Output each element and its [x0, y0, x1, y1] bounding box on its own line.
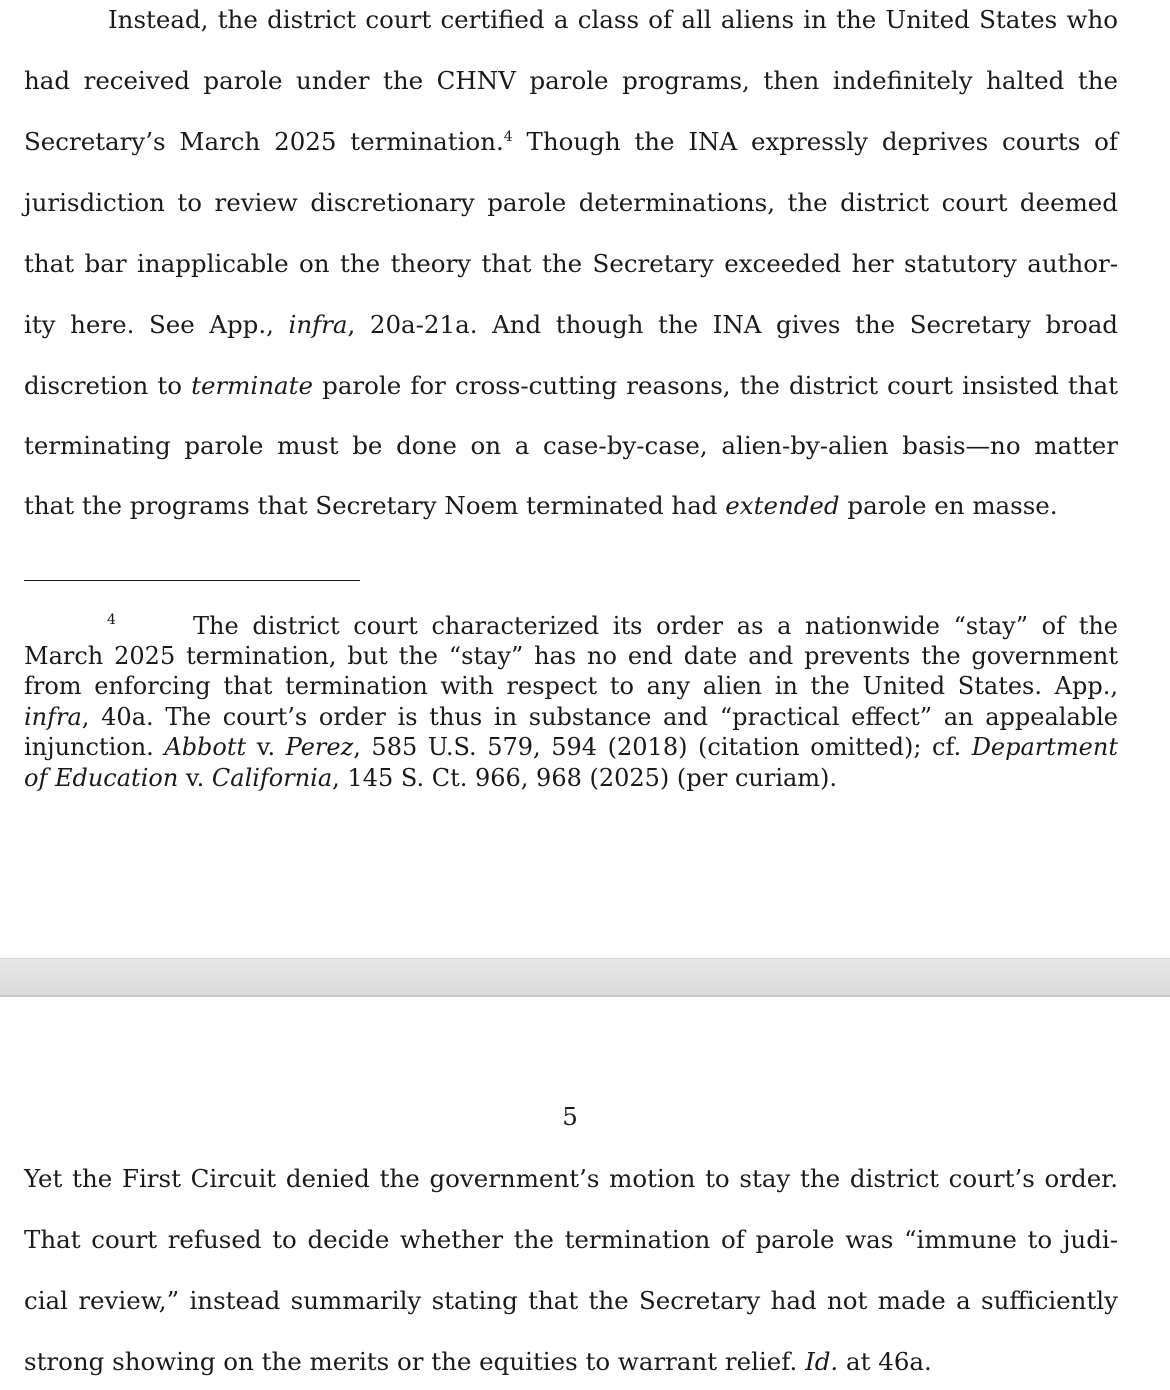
body-text-line: [24, 310, 1118, 340]
body-text-line: [24, 1164, 1118, 1194]
text-run: jurisdiction to review discretionary parole determinations, the district court deemed: [24, 188, 1118, 217]
text-run: , 585 U.S. 579, 594 (2018) (citation omitted); cf.: [353, 733, 972, 761]
footnote-text-line: [193, 611, 1118, 641]
text-run: from enforcing that termination with respect to any alien in the United States. App.,: [24, 672, 1118, 700]
text-run: , 145 S. Ct. 966, 968 (2025) (per curiam).: [332, 764, 838, 792]
italic-text-run: infra: [24, 703, 82, 731]
footnote-number: 4: [107, 612, 116, 628]
footnote-reference: 4: [503, 129, 513, 145]
body-text-line: [24, 431, 1118, 461]
footnote-text-line: [24, 641, 1118, 671]
document-page-bottom: [0, 997, 1170, 1390]
footnote-text-line: [24, 702, 1118, 732]
italic-text-run: Department: [971, 733, 1118, 761]
italic-text-run: Perez: [285, 733, 354, 761]
footnote-text-line: [24, 732, 1118, 762]
body-text-line: [24, 188, 1118, 218]
text-run: discretion to: [24, 371, 192, 400]
text-run: that the programs that Secretary Noem terminated had: [24, 491, 726, 520]
page-break-separator: [0, 958, 1170, 997]
footnote-text-line: [24, 763, 1118, 793]
body-text-line: [24, 1347, 1118, 1377]
text-run: cial review,” instead summarily stating that the Secretary had not made a sufficiently: [24, 1286, 1118, 1315]
footnote-divider: [24, 580, 360, 581]
body-text-line: [24, 1286, 1118, 1316]
body-text-line: [108, 5, 1118, 35]
body-text-line: [24, 66, 1118, 96]
text-run: parole for cross-cutting reasons, the district court insisted that: [312, 371, 1118, 400]
italic-text-run: Id.: [805, 1347, 839, 1376]
body-text-line: [24, 371, 1118, 401]
text-run: had received parole under the CHNV parole programs, then indefinitely halted the: [24, 66, 1118, 95]
text-run: The district court characterized its order as a nationwide “stay” of the: [193, 612, 1118, 640]
text-run: parole en masse.: [839, 491, 1058, 520]
text-run: , 40a. The court’s order is thus in substance and “practical effect” an appealable: [81, 703, 1118, 731]
text-run: , 20a-21a. And though the INA gives the Secretary broad: [347, 310, 1118, 339]
body-text-line: [24, 491, 1118, 521]
text-run: at 46a.: [838, 1347, 932, 1376]
italic-text-run: California: [211, 764, 333, 792]
text-run: v.: [246, 733, 286, 761]
body-text-line: [24, 127, 1118, 157]
text-run: Instead, the district court certified a class of all aliens in the United States who: [108, 5, 1118, 34]
italic-text-run: extended: [725, 491, 840, 520]
text-run: ity here. See App.,: [24, 310, 289, 339]
text-run: Secretary’s March 2025 termination.: [24, 127, 504, 156]
italic-text-run: Abbott: [164, 733, 247, 761]
text-run: March 2025 termination, but the “stay” has no end date and prevents the government: [24, 642, 1118, 670]
footnote-text-line: [24, 671, 1118, 701]
text-run: Though the INA expressly deprives courts of: [512, 127, 1118, 156]
text-run: that bar inapplicable on the theory that the Secretary exceeded her statutory author-: [24, 249, 1118, 278]
italic-text-run: infra: [288, 310, 348, 339]
text-run: v.: [178, 764, 212, 792]
text-run: Yet the First Circuit denied the government’s motion to stay the district court’s order.: [24, 1164, 1118, 1193]
body-text-line: [24, 1225, 1118, 1255]
italic-text-run: terminate: [191, 371, 313, 400]
text-run: That court refused to decide whether the termination of parole was “immune to judi-: [24, 1225, 1118, 1254]
text-run: strong showing on the merits or the equities to warrant relief.: [24, 1347, 806, 1376]
text-run: terminating parole must be done on a case-by-case, alien-by-alien basis—no matter: [24, 431, 1118, 460]
body-text-line: [24, 249, 1118, 279]
text-run: injunction.: [24, 733, 165, 761]
page-number: 5: [562, 1102, 578, 1131]
italic-text-run: of Education: [24, 764, 179, 792]
